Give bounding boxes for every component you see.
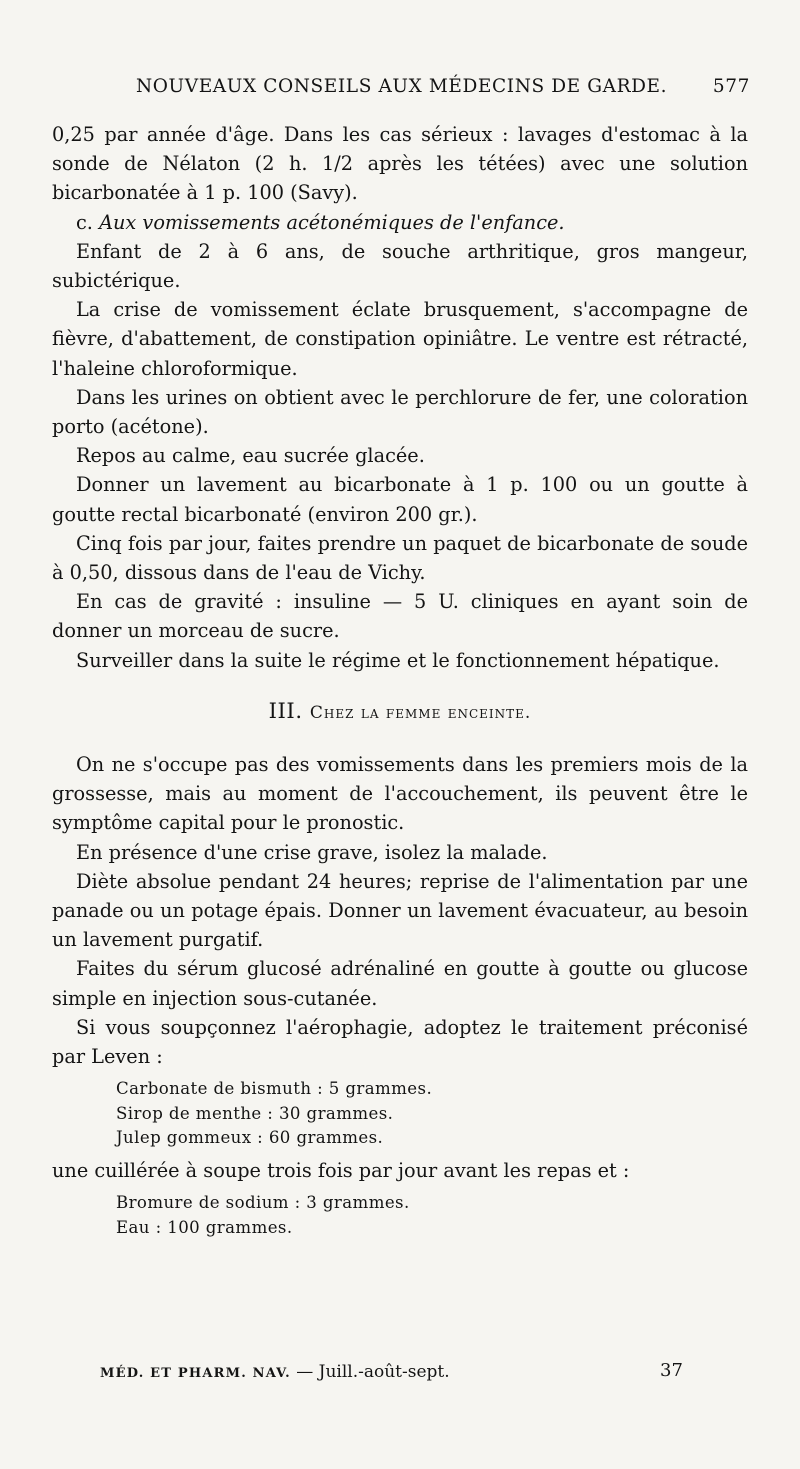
paragraph: En cas de gravité : insuline — 5 U. cliniques en ayant soin de donner un morceau de sucre. [52,590,748,643]
footer [100,1362,720,1382]
journal-abbrev: MÉD. ET PHARM. NAV. [100,1366,291,1381]
paragraph: Faites du sérum glucosé adrénaliné en goutte à goutte ou glucose simple en injection sous-cutanée. [52,957,748,1010]
running-head-title: NOUVEAUX CONSEILS AUX MÉDECINS DE GARDE. [136,76,668,97]
section-number: III. [268,698,303,723]
paragraph: 0,25 par année d'âge. Dans les cas sérieux : lavages d'estomac à la sonde de Nélaton (2 h. 1/2 après les tétées) avec une solution bicarbonatée à 1 p. 100 (Savy). [52,123,748,205]
paragraph: On ne s'occupe pas des vomissements dans les premiers mois de la grossesse, mais au moment de l'accouchement, ils peuvent être le symptôme capital pour le pronostic. [52,753,748,835]
signature-mark: 37 [660,1360,683,1381]
paragraph: Donner un lavement au bicarbonate à 1 p. 100 ou un goutte à goutte rectal bicarbonaté (environ 200 gr.). [52,473,748,526]
paragraph: Si vous soupçonnez l'aérophagie, adoptez le traitement préconisé par Leven : [52,1015,748,1069]
page-number: 577 [712,76,750,97]
paragraph: Surveiller dans la suite le régime et le fonctionnement hépatique. [76,648,720,672]
paragraph: une cuillérée à soupe trois fois par jour avant les repas et : [52,1159,630,1183]
prescription-line: Sirop de menthe : 30 grammes. [116,1103,394,1123]
paragraph: Repos au calme, eau sucrée glacée. [76,444,425,468]
paragraph: Dans les urines on obtient avec le perchlorure de fer, une coloration porto (acétone). [52,385,748,439]
prescription-line: Bromure de sodium : 3 grammes. [116,1193,410,1213]
prescription-list [116,1077,748,1150]
journal-issue: — Juill.-août-sept. [296,1362,450,1382]
paragraph: Cinq fois par jour, faites prendre un paquet de bicarbonate de soude à 0,50, dissous dans de l'eau de Vichy. [52,531,748,585]
section-heading [52,697,748,728]
prescription-line: Carbonate de bismuth : 5 grammes. [116,1079,433,1099]
subsection-label: c. [76,210,93,234]
subsection-title: Aux vomissements acétonémiques de l'enfance. [99,210,565,234]
subsection-heading [52,208,748,237]
paragraph: En présence d'une crise grave, isolez la malade. [76,840,548,864]
paragraph: Diète absolue pendant 24 heures; reprise de l'alimentation par une panade ou un potage épais. Donner un lavement évacuateur, au besoin un lavement purgatif. [52,869,748,952]
prescription-list [116,1191,748,1240]
prescription-line: Julep gommeux : 60 grammes. [116,1127,384,1147]
body-text [52,120,748,1246]
paragraph: La crise de vomissement éclate brusquement, s'accompagne de fièvre, d'abattement, de constipation opiniâtre. Le ventre est rétracté, l'haleine chloroformique. [52,298,748,380]
prescription-line: Eau : 100 grammes. [116,1217,293,1237]
section-title: Chez la femme enceinte. [309,702,532,723]
paragraph: Enfant de 2 à 6 ans, de souche arthritique, gros mangeur, subictérique. [52,239,748,293]
